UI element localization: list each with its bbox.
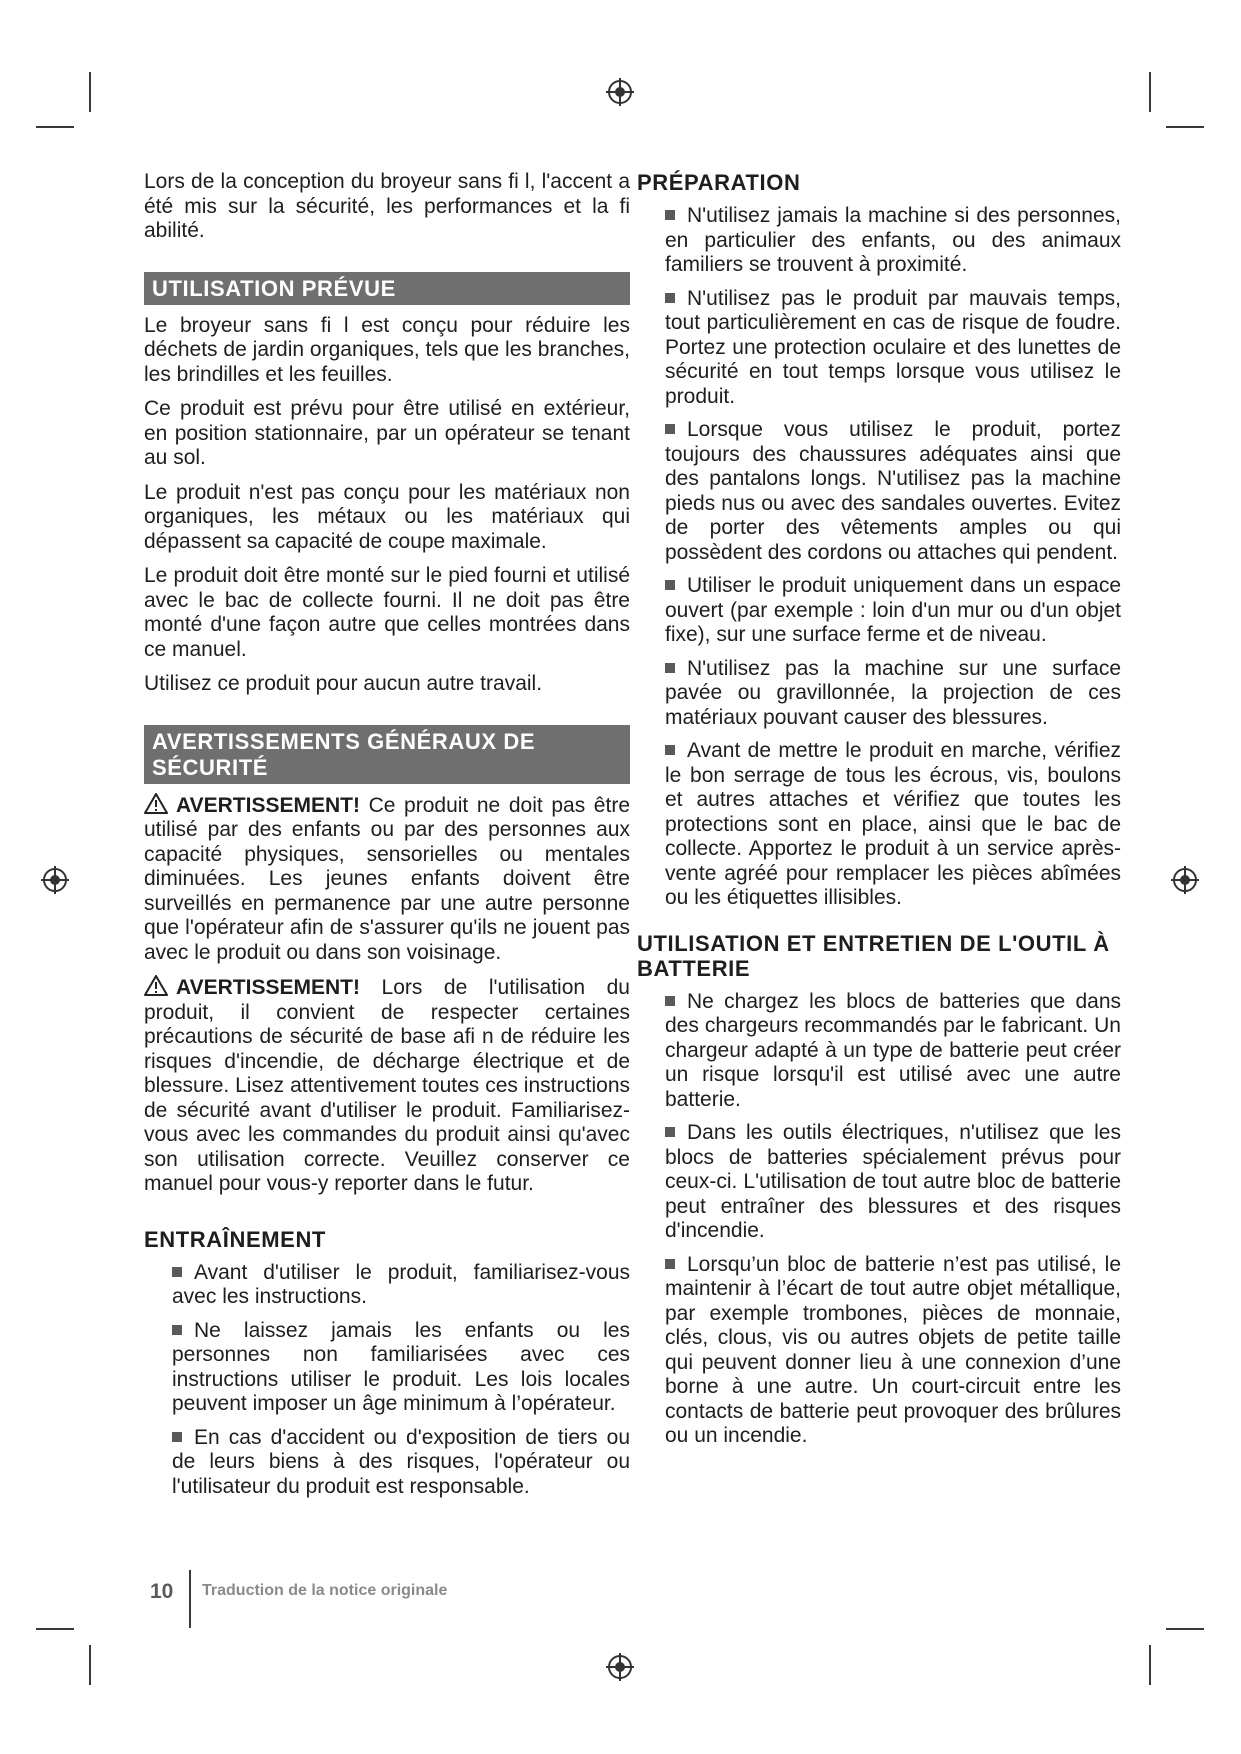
crop-mark-top-right-vertical	[1149, 72, 1151, 112]
list-item	[665, 1253, 1121, 1449]
list-item-text: N'utilisez jamais la machine si des personnes, en particulier des enfants, ou des animaux familiers se trouvent à proximité.	[665, 204, 1121, 276]
crop-mark-top-right-horizontal	[1166, 126, 1204, 128]
left-column	[144, 170, 630, 1508]
crop-mark-top-left-horizontal	[36, 126, 74, 128]
list-item	[665, 418, 1121, 565]
page-number: 10	[150, 1580, 174, 1603]
section-header-general-warnings: AVERTISSEMENTS GÉNÉRAUX DE SÉCURITÉ	[144, 725, 630, 784]
intro-paragraph: Lors de la conception du broyeur sans fi l, l'accent a été mis sur la sécurité, les performances et la fi abilité.	[144, 170, 630, 242]
square-bullet	[172, 1432, 182, 1442]
crop-mark-bottom-left-vertical	[89, 1645, 91, 1685]
warning-triangle-icon	[144, 793, 168, 814]
square-bullet	[665, 996, 675, 1006]
crop-mark-bottom-right-vertical	[1149, 1645, 1151, 1685]
square-bullet	[665, 293, 675, 303]
list-item-text: Dans les outils électriques, n'utilisez que les blocs de batteries spécialement prévus pour ceux-ci. L'utilisation de tout autre bloc de batterie peut entraîner des blessures et des risques d'incendie.	[665, 1121, 1121, 1242]
list-item	[665, 574, 1121, 648]
section-header-battery-tool: UTILISATION ET ENTRETIEN DE L'OUTIL À BATTERIE	[637, 930, 1110, 981]
preparation-list	[637, 204, 1121, 911]
intended-use-paragraph: Le produit doit être monté sur le pied fourni et utilisé avec le bac de collecte fourni. Il ne doit pas être monté d'une façon autre que celles montrées dans ce manuel.	[144, 564, 630, 661]
list-item	[665, 657, 1121, 731]
square-bullet	[665, 424, 675, 434]
warning-paragraph	[144, 793, 630, 966]
square-bullet	[665, 745, 675, 755]
right-column	[637, 170, 1121, 1458]
list-item-text: Avant d'utiliser le produit, familiarisez-vous avec les instructions.	[172, 1260, 630, 1308]
list-item	[172, 1426, 630, 1500]
list-item-text: Ne chargez les blocs de batteries que dans des chargeurs recommandés par le fabricant. Un chargeur adapté à un type de batterie peut créer un risque lorsqu'il est utilisé avec une autre batterie.	[665, 989, 1121, 1111]
square-bullet	[172, 1325, 182, 1335]
training-list	[144, 1261, 630, 1500]
square-bullet	[665, 1127, 675, 1137]
registration-mark-icon	[606, 78, 634, 106]
list-item-text: N'utilisez pas la machine sur une surface pavée ou gravillonnée, la projection de ces matériaux pouvant causer des blessures.	[665, 656, 1121, 729]
warning-text: Ce produit ne doit pas être utilisé par des enfants ou par des personnes aux capacité physiques, sensorielles ou mentales diminuées. Les jeunes enfants doivent être surveillés en permanence par une autre personne que l'opérateur afin de s'assurer qu'ils ne jouent pas avec le produit ou dans son voisinage.	[144, 793, 630, 964]
list-item-text: Ne laissez jamais les enfants ou les personnes non familiarisées avec ces instructions utiliser le produit. Les lois locales peuvent imposer un âge minimum à l’opérateur.	[172, 1318, 630, 1415]
section-header-training: ENTRAÎNEMENT	[144, 1226, 326, 1252]
warning-label: AVERTISSEMENT!	[176, 976, 360, 999]
section-header-preparation: PRÉPARATION	[637, 170, 801, 195]
warning-label: AVERTISSEMENT!	[176, 793, 360, 817]
registration-mark-icon	[1171, 866, 1199, 894]
registration-mark-icon	[606, 1653, 634, 1681]
intended-use-paragraph: Ce produit est prévu pour être utilisé en extérieur, en position stationnaire, par un opérateur se tenant au sol.	[144, 397, 630, 469]
section-header-intended-use: UTILISATION PRÉVUE	[144, 272, 630, 305]
list-item-text: N'utilisez pas le produit par mauvais temps, tout particulièrement en cas de risque de foudre. Portez une protection oculaire et des lunettes de sécurité en tout temps lorsque vous utilisez le produit.	[665, 286, 1121, 408]
list-item	[172, 1319, 630, 1417]
warning-paragraph	[144, 975, 630, 1197]
square-bullet	[665, 210, 675, 220]
warning-text: Lors de l'utilisation du produit, il convient de respecter certaines précautions de sécurité de base afi n de réduire les risques d'incendie, de décharge électrique et de blessure. Lisez attentivement toutes ces instructions de sécurité avant d'utiliser le produit. Familiarisez-vous avec les commandes du produit ainsi qu'avec son utilisation correcte. Veuillez conserver ce manuel pour vous-y reporter dans le futur.	[144, 976, 630, 1195]
intended-use-paragraph: Utilisez ce produit pour aucun autre travail.	[144, 672, 543, 695]
list-item	[172, 1261, 630, 1310]
list-item	[665, 739, 1121, 911]
list-item-text: Utiliser le produit uniquement dans un espace ouvert (par exemple : loin d'un mur ou d'un objet fixe), sur une surface ferme et de niveau.	[665, 574, 1121, 646]
list-item-text: Lorsqu’un bloc de batterie n’est pas utilisé, le maintenir à l’écart de tout autre objet métallique, par exemple trombones, pièces de monnaie, clés, clous, vis ou autres objets de petite taille qui peuvent donner lieu à une connexion d’une borne à une autre. Un court-circuit entre les contacts de batterie peut provoquer des brûlures ou un incendie.	[665, 1252, 1121, 1447]
intended-use-paragraph: Le produit n'est pas conçu pour les matériaux non organiques, les métaux ou les matériaux qui dépassent sa capacité de coupe maximale.	[144, 480, 630, 553]
battery-tool-list	[637, 990, 1121, 1449]
intended-use-paragraph: Le broyeur sans fi l est conçu pour réduire les déchets de jardin organiques, tels que les branches, les brindilles et les feuilles.	[144, 313, 630, 386]
footer-divider	[189, 1570, 191, 1628]
square-bullet	[665, 580, 675, 590]
square-bullet	[665, 1259, 675, 1269]
crop-mark-bottom-right-horizontal	[1166, 1628, 1204, 1630]
list-item-text: En cas d'accident ou d'exposition de tiers ou de leurs biens à des risques, l'opérateur ou l'utilisateur du produit est responsable.	[172, 1425, 630, 1498]
list-item	[665, 287, 1121, 410]
crop-mark-top-left-vertical	[89, 72, 91, 112]
list-item-text: Lorsque vous utilisez le produit, portez toujours des chaussures adéquates ainsi que des pantalons longs. N'utilisez pas la machine pieds nus ou avec des sandales ouvertes. Evitez de porter des vêtements amples ou qui possèdent des cordons ou attaches qui pendent.	[665, 418, 1121, 564]
list-item	[665, 204, 1121, 278]
warning-triangle-icon	[144, 975, 168, 996]
list-item	[665, 1121, 1121, 1244]
square-bullet	[172, 1267, 182, 1277]
list-item	[665, 990, 1121, 1113]
crop-mark-bottom-left-horizontal	[36, 1628, 74, 1630]
list-item-text: Avant de mettre le produit en marche, vérifiez le bon serrage de tous les écrous, vis, boulons et autres attaches et vérifiez que toutes les protections sont en place, ainsi que le bac de collecte. Apportez le produit à un service après-vente agréé pour remplacer les pièces abîmées ou les étiquettes illisibles.	[665, 739, 1121, 909]
registration-mark-icon	[41, 866, 69, 894]
footer-text: Traduction de la notice originale	[202, 1582, 448, 1599]
square-bullet	[665, 663, 675, 673]
